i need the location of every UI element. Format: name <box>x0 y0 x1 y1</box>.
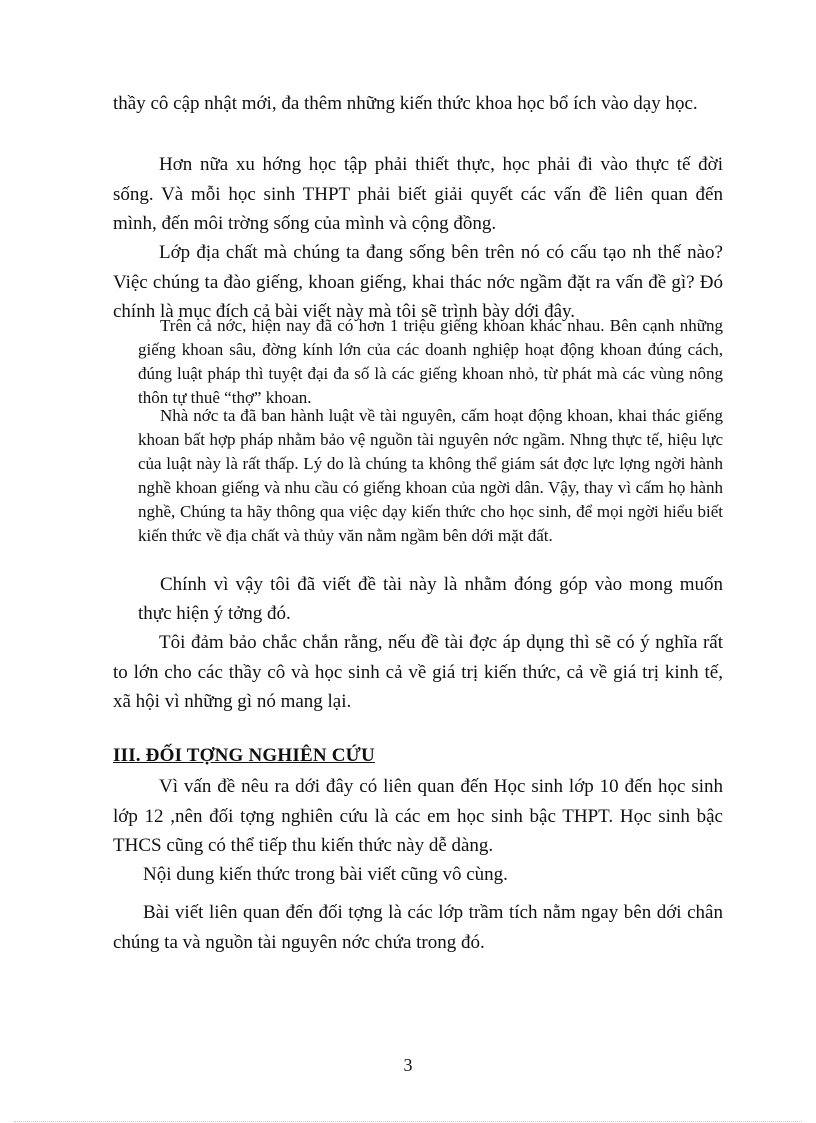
section-heading: III. ĐỐI TỢNG NGHIÊN CỨU <box>113 745 375 766</box>
page-bottom-divider <box>14 1121 802 1122</box>
paragraph-purpose: Chính vì vậy tôi đã viết đề tài này là nhằm đóng góp vào mong muốn thực hiện ý tởng đó. <box>138 574 723 624</box>
paragraph-geology-question: Lớp địa chất mà chúng ta đang sống bên trên nó có cấu tạo nh thế nào? Việc chúng ta đào giếng, khoan giếng, khai thác nớc ngầm đặt ra vấn đề gì? Đó chính là mục đích cả bài viết này mà tôi sẽ trình bày dới đây. <box>113 242 723 322</box>
paragraph-research-subjects: Vì vấn đề nêu ra dới đây có liên quan đến Học sinh lớp 10 đến học sinh lớp 12 ,nên đối tợng nghiên cứu là các em học sinh bậc THPT. Học sinh bậc THCS cũng có thể tiếp thu kiến thức này dễ dàng. <box>113 776 723 856</box>
page-number: 3 <box>403 1055 413 1075</box>
paragraph-subject-layers: Bài viết liên quan đến đối tợng là các lớp trầm tích nằm ngay bên dới chân chúng ta và nguồn tài nguyên nớc chứa trong đó. <box>113 902 723 953</box>
paragraph-content-note: Nội dung kiến thức trong bài viết cũng vô cùng. <box>143 864 508 885</box>
paragraph-learning-trend: Hơn nữa xu hớng học tập phải thiết thực, học phải đi vào thực tế đời sống. Và mỗi học sinh THPT phải biết giải quyết các vấn đề liên quan đến mình, đến môi trờng sống của mình và cộng đồng. <box>113 154 723 234</box>
paragraph-continuation: thầy cô cập nhật mới, đa thêm những kiến thức khoa học bổ ích vào dạy học. <box>113 93 698 114</box>
paragraph-wells-nationwide: Trên cả nớc, hiện nay đã có hơn 1 triệu giếng khoan khác nhau. Bên cạnh những giếng khoan sâu, đờng kính lớn của các doanh nghiệp hoạt động khoan đúng cách, đúng luật pháp thì tuyệt đại đa số là các giếng khoan nhỏ, từ phát mà các vùng nông thôn tự thuê “thợ” khoan. <box>138 316 723 407</box>
paragraph-law-enforcement: Nhà nớc ta đã ban hành luật về tài nguyên, cấm hoạt động khoan, khai thác giếng khoan bất hợp pháp nhằm bảo vệ nguồn tài nguyên nớc ngầm. Nhng thực tế, hiệu lực của luật này là rất thấp. Lý do là chúng ta không thể giám sát đợc lực lợng ngời hành nghề khoan giếng và nhu cầu có giếng khoan của ngời dân. Vậy, thay vì cấm họ hành nghề, Chúng ta hãy thông qua việc dạy kiến thức cho học sinh, để mọi ngời hiểu biết kiến thức về địa chất và thủy văn nằm ngầm bên dới mặt đất. <box>138 406 723 545</box>
paragraph-significance: Tôi đảm bảo chắc chắn rằng, nếu đề tài đợc áp dụng thì sẽ có ý nghĩa rất to lớn cho các thầy cô và học sinh cả về giá trị kiến thức, cả về giá trị kinh tế, xã hội vì những gì nó mang lại. <box>113 632 723 712</box>
